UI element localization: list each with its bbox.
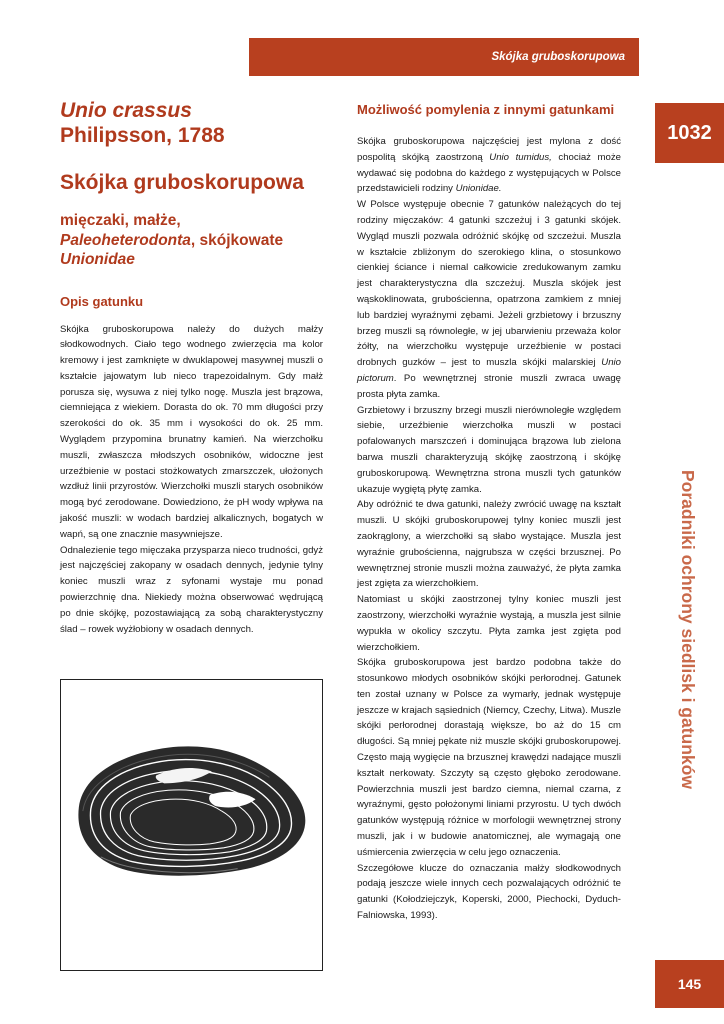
text-run: Skójka gruboskorupowa najczęściej jest mylona z dość pospolitą skójką zaostrzoną [357,136,621,163]
taxonomy-family-polish: , skójkowate [190,231,284,249]
species-name-italic: Unio tumidus, [489,151,552,163]
confusion-paragraph: Szczegółowe klucze do oznaczania małży słodkowodnych podają jeszcze wiele innych cech pozwalających odróżnić te gatunki (Kołodziejczyk, Koperski, 2000, Piechocki, Dyduch-Falniowska, 1993). [357,862,621,922]
description-paragraph: Skójka gruboskorupowa należy do dużych małży słodkowodnych. Ciało tego wodnego zwierzęcia ma kolor kremowy i jest zamknięte w dwuklapowej masywnej muszli o kształcie jajowatym lub nieco trapezoidalnym. Gdy małż porusza się, wysuwa z niej tylko nogę. Muszla jest brązowa, ciemniejąca z wiekiem. Dorasta do ok. 70 mm długości przy szerokości do ok. 35 mm i wysokości do ok. 25 mm. Wyglądem przypomina brunatny kamień. Na wierzchołku muszli, zwłaszcza młodszych osobników, widoczne jest urzeźbienie w postaci stożkowatych zmarszczek, ułożonych wzdłuż linii przyrostów. Wierzchołki muszli starych osobników mogą być zerodowane. Dowiedziono, że pH wody wpływa na jakość muszli: w wodach bardziej alkalicznych, bogatych w wapń, są one znacznie masywniejsze. [60,323,323,540]
species-author: Philipsson, 1788 [60,124,225,147]
text-run: chociaż może wydawać się podobna do każdego z występujących w Polsce przedstawicieli rodziny [357,151,621,195]
confusion-text [357,134,621,924]
taxonomy-family-latin: Unionidae [60,251,135,268]
text-run: . Po wewnętrznej stronie muszli zwraca uwagę prosta płyta zamka. [357,372,621,400]
confusion-paragraph: Aby odróżnić te dwa gatunki, należy zwrócić uwagę na kształt muszli. U skójki gruboskorupowej tylny koniec muszli jest zaokrąglony, a wierzchołki są słabo wystające. Muszla jest wyraźnie grubościenna, najgrubsza w części brzusznej. Po wewnętrznej stronie muszli można zauważyć, że płyta zamka jest zgięta za wierzchołkiem. [357,499,621,590]
species-name-italic: Unio pictorum [357,357,621,384]
description-text [60,322,323,638]
confusion-heading: Możliwość pomylenia z innymi gatunkami [357,102,615,117]
confusion-paragraph: Grzbietowy i brzuszny brzegi muszli nierównoległe względem siebie, urzeźbienie wierzchołka muszli w postaci pofalowanych marszczeń i dominująca brązowa lub zielona barwa muszli charakteryzują skójkę zaostrzoną i skójkę gruboskorupową. Wewnętrzna strona muszli tych gatunków ukazuje wygiętą płytę zamka. [357,404,621,495]
description-heading: Opis gatunku [60,293,144,309]
left-column [60,98,323,637]
species-polish-name: Skójka gruboskorupowa [60,171,304,194]
right-column [357,102,621,924]
confusion-paragraph [357,197,621,402]
taxonomy-line-2 [60,231,323,251]
running-title: Skójka gruboskorupowa [491,51,625,63]
series-side-title: Poradniki ochrony siedlisk i gatunków [678,470,698,789]
mussel-shell-drawing [61,680,322,970]
species-latin-name: Unio crassus [60,99,192,122]
taxonomy-subclass: Paleoheterodonta [60,231,191,249]
page-number: 145 [655,960,724,1008]
description-paragraph: Odnalezienie tego mięczaka przysparza nieco trudności, gdyż jest najczęściej zakopany w osadach dennych, jedynie tylny koniec muszli wraz z syfonami wystaje mu ponad powierzchnię dna. Niekiedy można obserwować wędrującą po dnie skójkę, pozostawiającą za sobą charakterystyczny ślad – rowek wyżłobiony w osadach dennych. [60,544,323,635]
confusion-paragraph: Natomiast u skójki zaostrzonej tylny koniec muszli jest zaostrzony, wierzchołki wyraźnie wystają, a muszla jest silnie wypukła w okolicy szczytu. Płyta zamka jest zgięta pod wierzchołkiem. [357,594,621,653]
species-code-tab: 1032 [655,103,724,163]
running-header [249,38,639,76]
taxonomy-line-1: mięczaki, małże, [60,212,181,229]
confusion-paragraph: Skójka gruboskorupowa jest bardzo podobna także do stosunkowo młodych osobników skójki perłorodnej. Gatunek ten został uznany w Polsce za wymarły, jednak występuje jeszcze w krajach sąsiednich (Niemcy, Czechy, Litwa). Muszle skójki perłorodnej dorastają większe, bo aż do 15 cm długości. Są mniej pękate niż muszle skójki gruboskorupowej. Często mają wygięcie na brzusznej krawędzi nadające muszli kształt nerkowaty. Szczyty są często głęboko zerodowane. Powierzchnia muszli jest bardzo ciemna, niemal czarna, z wyraźnymi, gęsto położonymi liniami przyrostu. U tych dwóch gatunków występują różnice w morfologii wewnętrznej strony muszli, jak i w budowie anatomicznej, ale wymagają one uśmiercenia zwierzęcia w celu jego oznaczenia. [357,657,621,858]
family-name-italic: Unionidae. [455,183,502,195]
confusion-paragraph [357,134,621,197]
text-run: W Polsce występuje obecnie 7 gatunków należących do tej rodziny mięczaków: 4 gatunki szczeżuj i 3 gatunki skójek. Wygląd muszli pozwala odróżnić skójkę od szczeżui. Muszla w kształcie zbliżonym do szerokiego klina, o stosunkowo cienkiej ściance i niemal całkowicie zredukowanym zamku jest charakterystyczna dla szczeżuj. Muszla skójek jest wąskoklinowata, grubościenna, opatrzona zamkiem z mniej lub bardziej wyraźnymi zębami. Jeżeli grzbietowy i brzuszny brzeg muszli są równoległe, w jej ubarwieniu przeważa kolor żółty, na wierzchołku występuje urzeźbienie w postaci drobnych guzków – jest to muszla skójki malarskiej [357,199,621,369]
taxonomy-classification [60,211,323,270]
shell-illustration [60,679,323,971]
